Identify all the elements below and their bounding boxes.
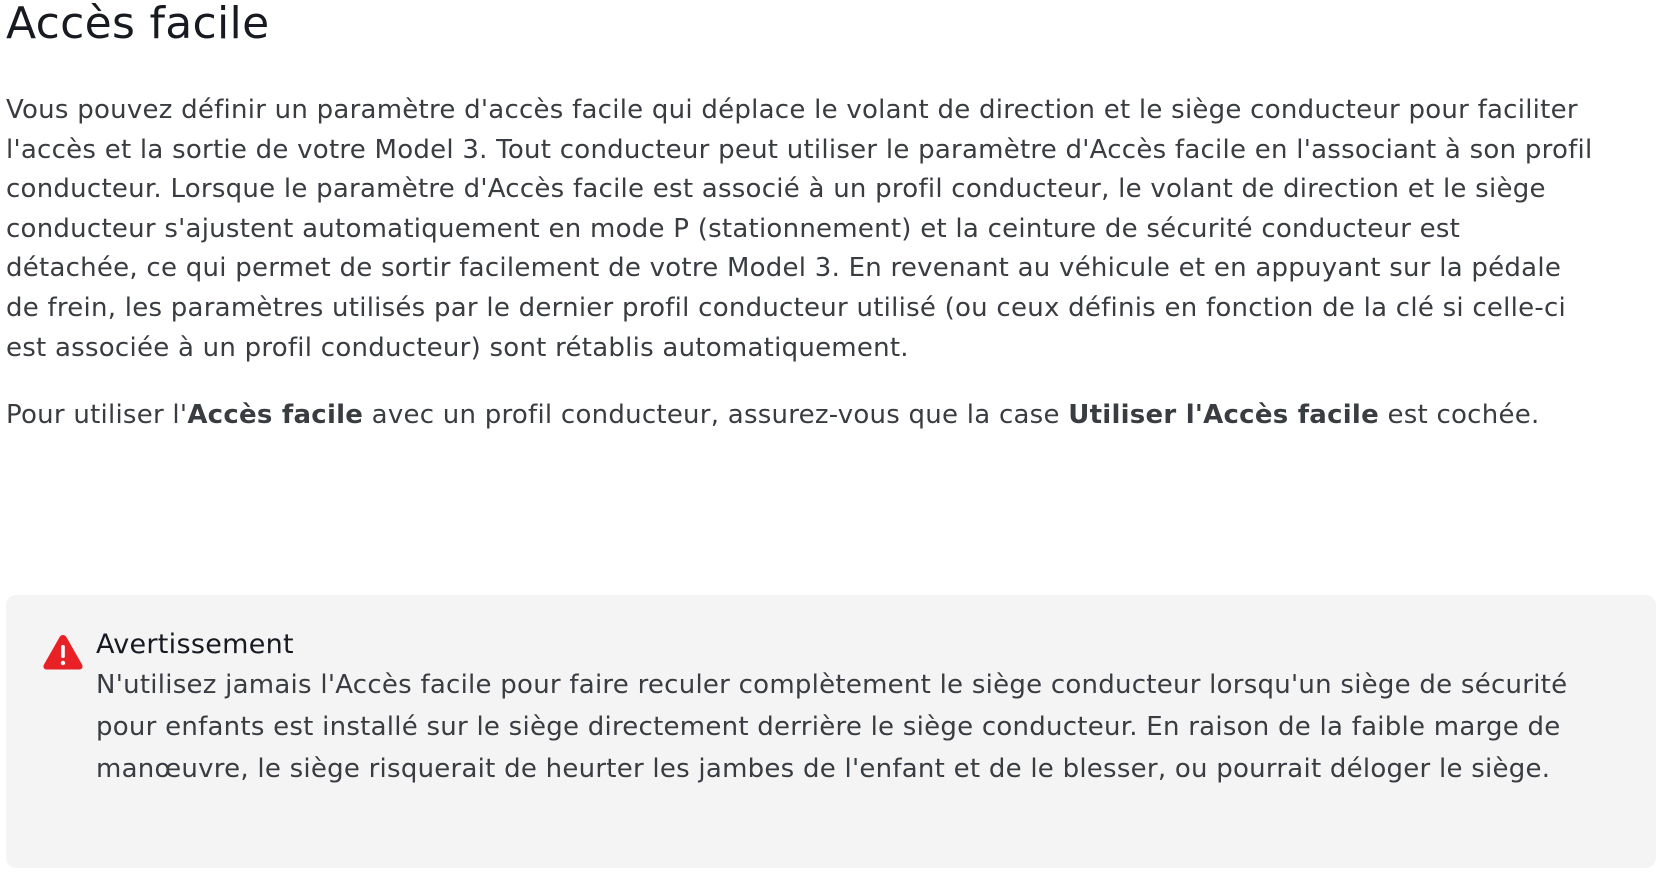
paragraph-intro: Vous pouvez définir un paramètre d'accès facile qui déplace le volant de direction et le siège conducteur pour faciliter l'accès et la sortie de votre Model 3. Tout conducteur peut utiliser le paramètre d'Accès facile en l'associant à son profil conducteur. Lorsque le paramètre d'Accès facile est associé à un profil conducteur, le volant de direction et le siège conducteur s'ajustent automatiquement en mode P (stationnement) et la ceinture de sécurité conducteur est détachée, ce qui permet de sortir facilement de votre Model 3. En revenant au véhicule et en appuyant sur la pédale de frein, les paramètres utilisés par le dernier profil conducteur utilisé (ou ceux définis en fonction de la clé si celle-ci est associée à un profil conducteur) sont rétablis automatiquement. <box>6 95 1593 363</box>
instructions-text-3: est cochée. <box>1378 400 1540 431</box>
instructions-text-2: avec un profil conducteur, assurez-vous que la case <box>363 400 1069 431</box>
bold-term-checkbox-label: Utiliser l'Accès facile <box>1068 400 1379 431</box>
page-title: Accès facile <box>6 0 270 49</box>
instructions-text-1: Pour utiliser l' <box>6 400 188 431</box>
article <box>6 0 1656 436</box>
warning-text: N'utilisez jamais l'Accès facile pour faire reculer complètement le siège conducteur lorsqu'un siège de sécurité pour enfants est installé sur le siège directement derrière le siège conducteur. En raison de la faible marge de manœuvre, le siège risquerait de heurter les jambes de l'enfant et de le blesser, ou pourrait déloger le siège. <box>96 670 1568 784</box>
warning-triangle-icon <box>42 633 84 671</box>
bold-term-easy-entry: Accès facile <box>187 400 364 431</box>
warning-box <box>6 595 1656 868</box>
paragraph-instructions <box>6 396 1596 436</box>
warning-title: Avertissement <box>96 629 294 660</box>
